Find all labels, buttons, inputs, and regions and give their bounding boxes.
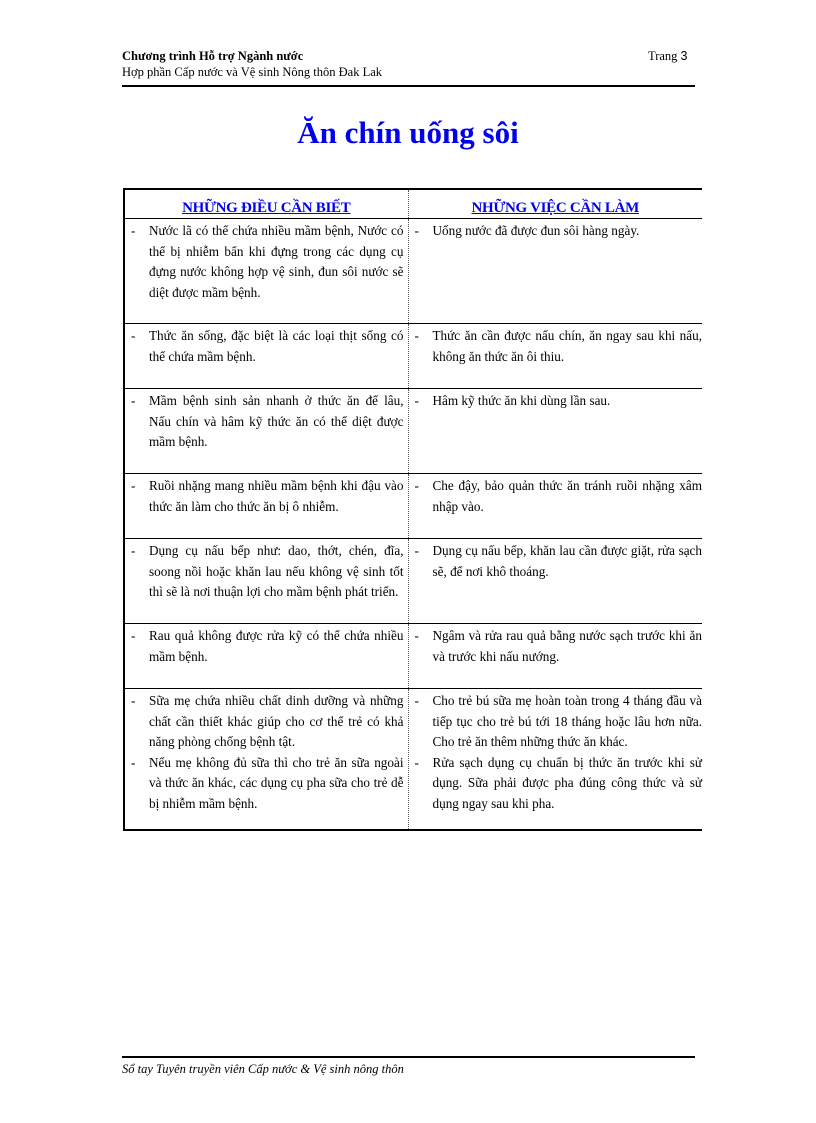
table-row	[124, 389, 702, 474]
list-item: - Sữa mẹ chứa nhiều chất dinh dưỡng và những chất cần thiết khác giúp cho cơ thể trẻ có khả năng phòng chống bệnh tật.	[125, 691, 404, 753]
table-row	[124, 689, 702, 831]
list-item: - Dụng cụ nấu bếp như: dao, thớt, chén, đĩa, soong nồi hoặc khăn lau nếu không vệ sinh tốt thì sẽ là nơi thuận lợi cho mầm bệnh phát triển.	[125, 541, 404, 603]
action-cell	[408, 624, 702, 689]
page-number: 3	[680, 49, 688, 63]
list-item: - Nước lã có thể chứa nhiều mầm bệnh, Nước có thể bị nhiễm bẩn khi đựng trong các dụng cụ đựng nước không hợp vệ sinh, đun sôi nước sẽ diệt được mầm bệnh.	[125, 221, 404, 303]
knowledge-cell	[124, 624, 408, 689]
list-item: - Ngâm và rửa rau quả bằng nước sạch trước khi ăn và trước khi nấu nướng.	[409, 626, 703, 667]
header-divider	[122, 85, 695, 87]
page-label: Trang	[648, 49, 678, 63]
action-cell	[408, 539, 702, 624]
info-table	[123, 188, 702, 831]
list-item: - Rửa sạch dụng cụ chuẩn bị thức ăn trước khi sử dụng. Sữa phải được pha đúng công thức và sử dụng ngay sau khi pha.	[409, 753, 703, 815]
table-row	[124, 324, 702, 389]
table-row	[124, 219, 702, 324]
knowledge-cell	[124, 474, 408, 539]
program-name: Chương trình Hỗ trợ Ngành nước	[122, 49, 304, 63]
column-header-things-to-know: NHỮNG ĐIỀU CẦN BIẾT	[124, 189, 408, 219]
action-cell	[408, 689, 702, 831]
list-item: - Ruồi nhặng mang nhiều mầm bệnh khi đậu vào thức ăn làm cho thức ăn bị ô nhiễm.	[125, 476, 404, 517]
component-name: Hợp phần Cấp nước và Vệ sinh Nông thôn Đak Lak	[122, 65, 382, 79]
page-title: Ăn chín uống sôi	[297, 115, 519, 150]
action-cell	[408, 389, 702, 474]
list-item: - Hâm kỹ thức ăn khi dùng lần sau.	[409, 391, 703, 412]
action-cell	[408, 219, 702, 324]
knowledge-cell	[124, 219, 408, 324]
list-item: - Rau quả không được rửa kỹ có thể chứa nhiều mầm bệnh.	[125, 626, 404, 667]
list-item: - Thức ăn cần được nấu chín, ăn ngay sau khi nấu, không ăn thức ăn ôi thiu.	[409, 326, 703, 367]
table-row	[124, 474, 702, 539]
table-row	[124, 539, 702, 624]
list-item: - Nếu mẹ không đủ sữa thì cho trẻ ăn sữa ngoài và thức ăn khác, các dụng cụ pha sữa cho trẻ dễ bị nhiễm mầm bệnh.	[125, 753, 404, 815]
list-item: - Dụng cụ nấu bếp, khăn lau cần được giặt, rửa sạch sẽ, để nơi khô thoáng.	[409, 541, 703, 582]
list-item: - Uống nước đã được đun sôi hàng ngày.	[409, 221, 703, 242]
page-indicator	[648, 48, 688, 64]
knowledge-cell	[124, 324, 408, 389]
page-footer: Sổ tay Tuyên truyền viên Cấp nước & Vệ sinh nông thôn	[122, 1062, 404, 1076]
list-item: - Thức ăn sống, đặc biệt là các loại thịt sống có thể chứa mầm bệnh.	[125, 326, 404, 367]
list-item: - Mầm bệnh sinh sản nhanh ở thức ăn để lâu, Nấu chín và hâm kỹ thức ăn có thể diệt được mầm bệnh.	[125, 391, 404, 453]
list-item: - Che đậy, bảo quản thức ăn tránh ruồi nhặng xâm nhập vào.	[409, 476, 703, 517]
footer-divider	[122, 1056, 695, 1058]
action-cell	[408, 324, 702, 389]
list-item: - Cho trẻ bú sữa mẹ hoàn toàn trong 4 tháng đầu và tiếp tục cho trẻ bú tới 18 tháng hoặc lâu hơn nữa. Cho trẻ ăn thêm những thức ăn khác.	[409, 691, 703, 753]
table-row	[124, 624, 702, 689]
knowledge-cell	[124, 689, 408, 831]
page-header	[122, 48, 382, 80]
column-header-things-to-do: NHỮNG VIỆC CẦN LÀM	[471, 200, 640, 216]
action-cell	[408, 474, 702, 539]
knowledge-cell	[124, 539, 408, 624]
knowledge-cell	[124, 389, 408, 474]
table-header-row	[124, 189, 702, 219]
